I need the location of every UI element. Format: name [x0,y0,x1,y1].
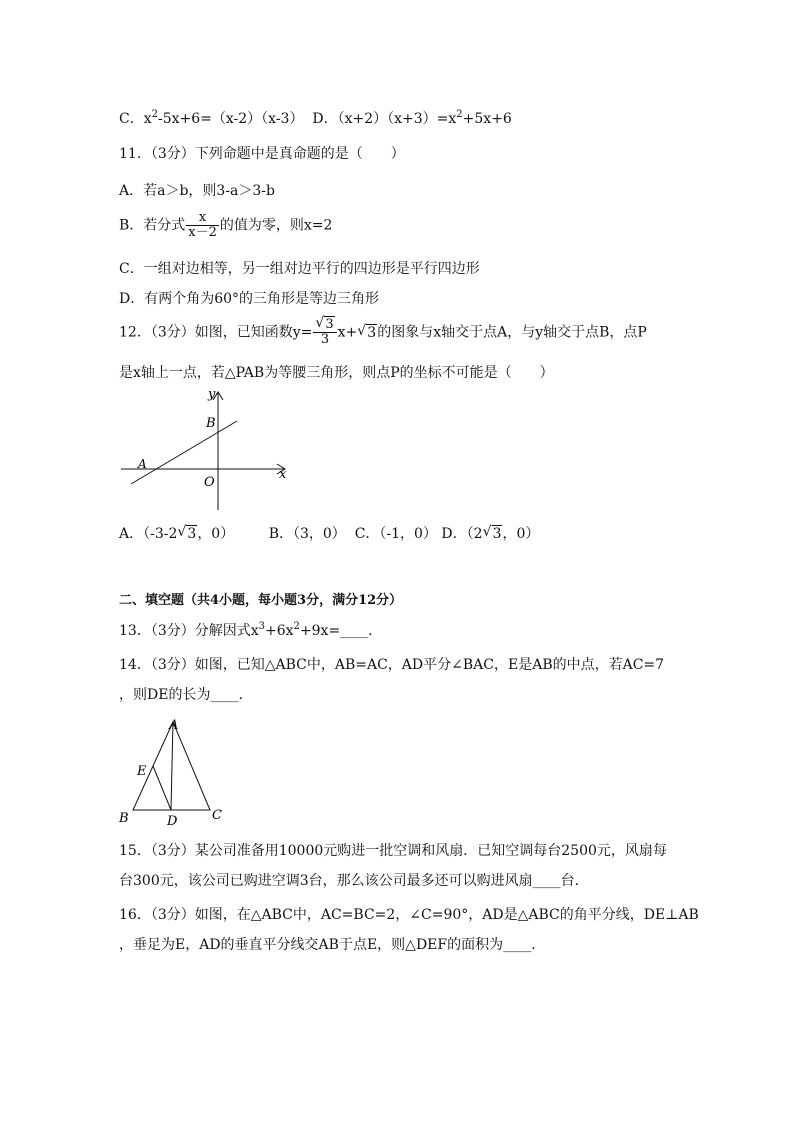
q11-optB-post: 的值为零，则x=2 [219,217,333,234]
section2-heading: 二、填空题（共4小题，每小题3分，满分12分） [119,593,403,608]
q12-frac-den: 3 [320,332,330,347]
q12-optA-radicand: 3 [187,526,197,542]
q13-exp2: 2 [293,621,300,632]
label-O: O [204,475,215,490]
q10-optC-a: C．x [119,111,152,127]
q12-optD-radicand: 3 [492,526,502,542]
q14-line1: 14．（3分）如图，已知△ABC中，AB=AC，AD平分∠BAC，E是AB的中点，若AC=7 [119,657,665,673]
segment-ad [171,722,173,810]
q12-frac-sqrt: √ 3 [315,315,334,332]
q12-frac-num [313,315,336,333]
q10-optC-b: -5x+6=（x-2）（x-3） [157,111,304,127]
q13-b: +6x [265,623,294,639]
q12-stem-a: 12．（3分）如图，已知函数y= [119,324,313,341]
q10-optD-b: +5x+6 [462,111,512,127]
q12-stem-line2: 是x轴上一点，若△PAB为等腰三角形，则点P的坐标不可能是（ ） [119,365,554,381]
q12-optD-sqrt: √ 3 [482,524,502,542]
label-C: C [212,808,222,823]
q12-optA-b: ，0） [197,526,235,542]
q11-optB-pre: B．若分式 [119,217,186,234]
q12-optD-a: D．（2 [441,526,483,542]
label-E: E [137,764,147,779]
q12-stem-line1 [119,315,647,347]
q12-optC: C．（-1，0） [354,526,437,542]
q12-sqrt: √ 3 [357,322,377,341]
q11-frac-num: x [186,211,219,226]
q12-options [119,525,539,543]
q16-line1: 16．（3分）如图，在△ABC中，AC=BC=2，∠C=90°，AD是△ABC的角平分线，DE⊥AB [119,907,699,923]
q13-c: +9x=____. [299,623,373,639]
q12-stem-c: 的图象与x轴交于点A，与y轴交于点B，点P [377,324,647,341]
q15-line1: 15．（3分）某公司准备用10000元购进一批空调和风扇．已知空调每台2500元，风扇每 [119,843,667,859]
q16-line2: ，垂足为E，AD的垂直平分线交AB于点E，则△DEF的面积为____. [119,937,536,953]
label-x: x [279,467,287,482]
q11-option-c: C．一组对边相等，另一组对边平行的四边形是平行四边形 [119,261,480,277]
q11-option-d: D．有两个角为60°的三角形是等边三角形 [119,291,380,307]
q12-stem-b: x+ [337,324,358,341]
q13 [119,622,373,642]
label-y: y [208,387,216,402]
q12-optD-b: ，0） [502,526,540,542]
q12-optB: B．（3，0） [268,526,346,542]
q12-optA-sqrt: √ 3 [177,524,197,542]
label-B: B [119,811,129,826]
q12-frac-radicand: 3 [325,317,334,332]
segment-ed [153,766,171,810]
label-A: A [138,457,147,471]
q12-radicand: 3 [367,324,377,341]
q14-figure [113,712,233,830]
q15-line2: 台300元，该公司已购进空调3台，那么该公司最多还可以购进风扇____台. [119,873,580,889]
q11-stem: 11．（3分）下列命题中是真命题的是（ ） [119,146,405,162]
q11-option-a: A．若a＞b，则3-a＞3-b [119,183,276,199]
q11-frac-den: x－2 [188,225,217,240]
q13-exp1: 3 [258,621,265,632]
q10-optC-exp: 2 [151,109,158,120]
label-D: D [167,814,178,829]
q14-line2: ，则DE的长为____. [119,687,243,703]
label-A: A [169,718,179,733]
q13-a: 13．（3分）分解因式x [119,623,259,639]
q11-option-b [119,211,332,240]
q10-options-cd [119,110,512,130]
function-line [131,421,237,484]
q12-fraction [313,315,336,347]
q10-optD-a: D．（x+2）（x+3）=x [312,111,457,127]
label-B: B [206,416,216,431]
q12-optA-a: A．（-3-2 [119,526,178,542]
q10-optD-exp: 2 [456,109,463,120]
q12-figure [115,385,295,515]
q11-fraction [186,211,219,240]
